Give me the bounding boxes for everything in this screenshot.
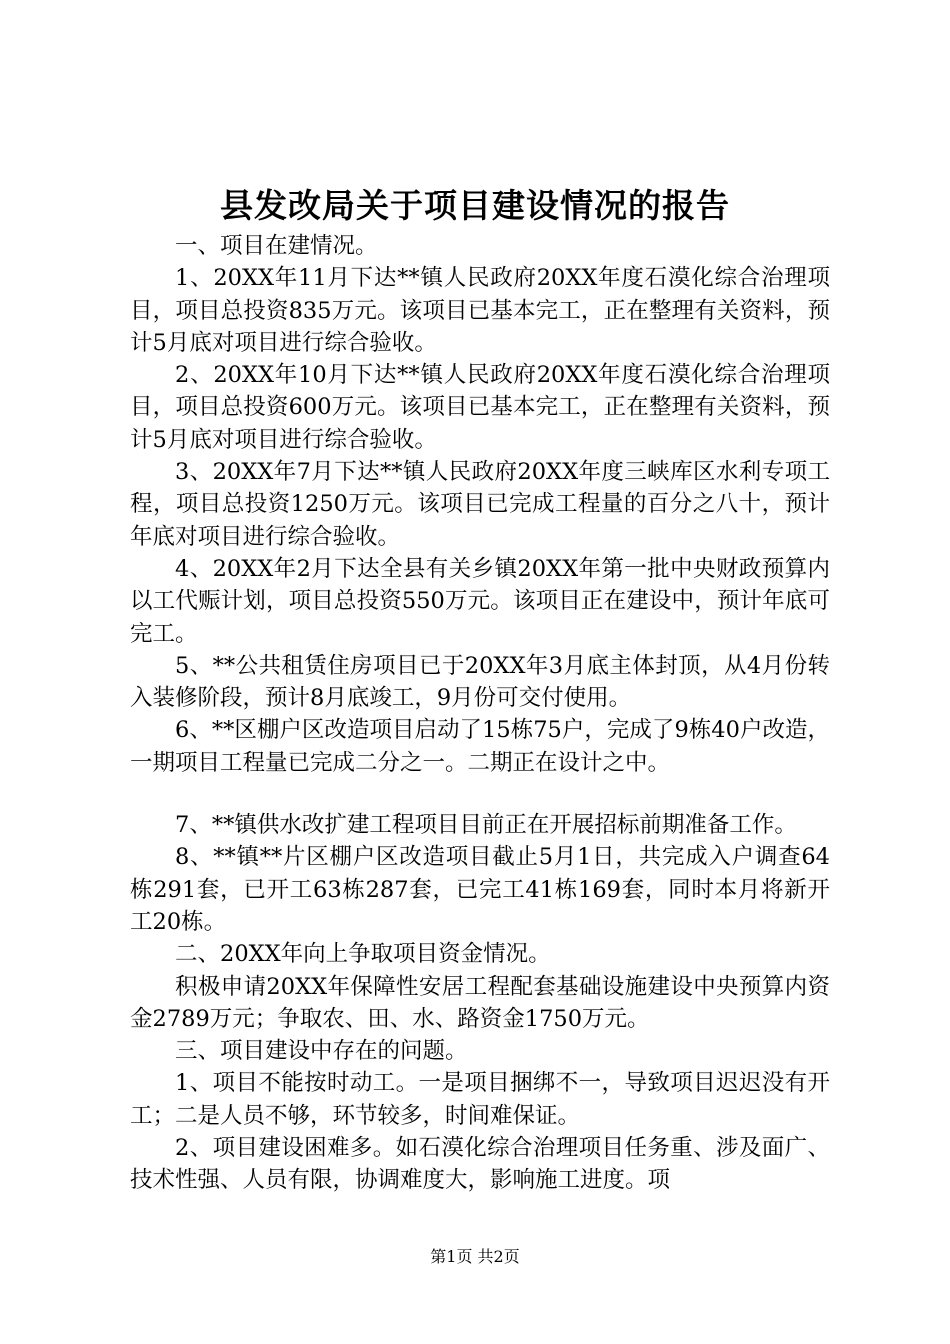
paragraph-funding: 积极申请20XX年保障性安居工程配套基础设施建设中央预算内资金2789万元；争取农、田、水、路资金1750万元。 bbox=[130, 973, 830, 1032]
paragraph-problem-2: 2、项目建设困难多。如石漠化综合治理项目任务重、涉及面广、技术性强、人员有限，协调难度大，影响施工进度。项 bbox=[130, 1135, 830, 1194]
section-heading-1: 一、项目在建情况。 bbox=[175, 233, 378, 259]
paragraph-problem-1: 1、项目不能按时动工。一是项目捆绑不一，导致项目迟迟没有开工；二是人员不够，环节较多，时间难保证。 bbox=[130, 1070, 830, 1129]
section-heading-3: 三、项目建设中存在的问题。 bbox=[175, 1038, 468, 1065]
paragraph-item-7: 7、**镇供水改扩建工程项目目前正在开展招标前期准备工作。 bbox=[175, 812, 797, 839]
paragraph-item-4: 4、20XX年2月下达全县有关乡镇20XX年第一批中央财政预算内以工代赈计划，项目总投资550万元。该项目正在建设中，预计年底可完工。 bbox=[130, 555, 830, 647]
paragraph-item-5: 5、**公共租赁住房项目已于20XX年3月底主体封顶，从4月份转入装修阶段，预计8月底竣工，9月份可交付使用。 bbox=[130, 652, 830, 712]
paragraph-item-6: 6、**区棚户区改造项目启动了15栋75户，完成了9栋40户改造，一期项目工程量已完成二分之一。二期正在设计之中。 bbox=[130, 717, 830, 776]
paragraph-item-1: 1、20XX年11月下达**镇人民政府20XX年度石漠化综合治理项目，项目总投资835万元。该项目已基本完工，正在整理有关资料，预计5月底对项目进行综合验收。 bbox=[130, 265, 830, 356]
paragraph-item-2: 2、20XX年10月下达**镇人民政府20XX年度石漠化综合治理项目，项目总投资600万元。该项目已基本完工，正在整理有关资料，预计5月底对项目进行综合验收。 bbox=[130, 362, 830, 453]
document-title: 县发改局关于项目建设情况的报告 bbox=[220, 186, 730, 225]
paragraph-item-3: 3、20XX年7月下达**镇人民政府20XX年度三峡库区水利专项工程，项目总投资1250万元。该项目已完成工程量的百分之八十，预计年底对项目进行综合验收。 bbox=[130, 459, 830, 550]
section-heading-2: 二、20XX年向上争取项目资金情况。 bbox=[175, 941, 551, 968]
page-footer: 第1页 共2页 bbox=[430, 1247, 520, 1266]
document-body bbox=[130, 230, 830, 1197]
paragraph-item-8: 8、**镇**片区棚户区改造项目截止5月1日，共完成入户调查64栋291套，已开工63栋287套，已完工41栋169套，同时本月将新开工20栋。 bbox=[130, 844, 830, 935]
